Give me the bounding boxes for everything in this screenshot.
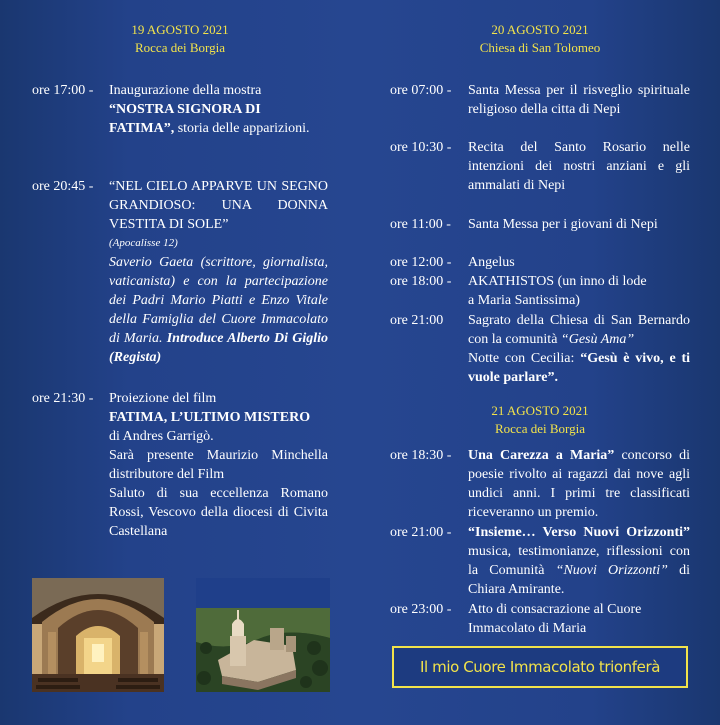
event-time: ore 21:00 - <box>390 525 452 540</box>
film-title: FATIMA, L’ULTIMO MISTERO <box>109 410 311 425</box>
event-07-00 <box>390 81 690 119</box>
day-2-date: 20 AGOSTO 2021 <box>491 22 589 37</box>
motto-banner: Il mio Cuore Immacolato trionferà <box>392 646 688 688</box>
day-2-place: Chiesa di San Tolomeo <box>479 40 601 55</box>
event-description: “Insieme… Verso Nuovi Orizzonti” musica, testimonianze, riflessioni con la Comunità “Nuovi Orizzonti” di Chiara Amirante. <box>468 525 691 597</box>
event-description: Recita del Santo Rosario nelle intenzioni dei nostri anziani e gli ammalati di Nepi <box>468 140 690 193</box>
event-23-00 <box>390 600 690 638</box>
event-18-00 <box>390 272 690 310</box>
exhibition-title: “NOSTRA SIGNORA DI FATIMA”, <box>109 102 261 136</box>
community-name: “Nuovi Orizzonti” <box>555 563 668 578</box>
event-10-30 <box>390 138 690 195</box>
event-21-00-day3 <box>390 523 690 599</box>
day-2-header <box>390 21 690 57</box>
event-description: Proiezione del film FATIMA, L’ULTIMO MISTERO di Andres Garrigò. Sarà presente Maurizio Minchella distributore del Film Saluto di sua eccellenza Romano Rossi, Vescovo della diocesi di Civita Castellana <box>109 391 328 539</box>
speakers: Saverio Gaeta (scrittore, giornalista, vaticanista) e con la partecipazione dei Padri Mario Piatti e Enzo Vitale della Famiglia del Cuore Immacolato di Maria. Introduce Alberto Di Giglio (Regista) <box>109 255 328 365</box>
rocca-aerial-image <box>196 578 330 692</box>
rocca-aerial-photo <box>196 578 330 692</box>
event-time: ore 21:00 <box>390 313 444 328</box>
event-12-00 <box>390 253 690 272</box>
event-21-30 <box>32 389 328 541</box>
day-3-header <box>390 402 690 438</box>
event-21-00-day2 <box>390 311 690 387</box>
conference-title: “NEL CIELO APPARVE UN SEGNO GRANDIOSO: UNA DONNA VESTITA DI SOLE” <box>109 179 328 232</box>
event-quote: “Gesù è vivo, e ti vuole parlare”. <box>468 351 690 385</box>
event-description: Atto di consacrazione al Cuore Immacolato di Maria <box>468 602 642 636</box>
event-time: ore 20:45 - <box>32 179 94 194</box>
event-description: Sagrato della Chiesa di San Bernardo con la comunità “Gesù Ama” Notte con Cecilia: “Gesù è vivo, e ti vuole parlare”. <box>468 313 690 385</box>
event-description: AKATHISTOS (un inno di lode a Maria Santissima) <box>468 274 647 308</box>
bible-reference: (Apocalisse 12) <box>109 237 178 249</box>
day-1-place: Rocca dei Borgia <box>134 40 225 55</box>
event-11-00 <box>390 215 690 234</box>
day-3-place: Rocca dei Borgia <box>494 421 585 436</box>
event-20-45 <box>32 177 328 367</box>
event-time: ore 11:00 - <box>390 217 451 232</box>
contest-title: Una Carezza a Maria” <box>468 448 615 463</box>
church-interior-photo <box>32 578 164 692</box>
event-time: ore 12:00 - <box>390 255 452 270</box>
event-17-00 <box>32 81 328 138</box>
event-description: Santa Messa per i giovani di Nepi <box>468 217 658 232</box>
event-time: ore 17:00 - <box>32 83 94 98</box>
day-1-date: 19 AGOSTO 2021 <box>131 22 229 37</box>
event-time: ore 18:30 - <box>390 448 452 463</box>
event-description <box>109 177 328 367</box>
day-1-header <box>32 21 328 57</box>
event-time: ore 07:00 - <box>390 83 452 98</box>
church-interior-image <box>32 578 164 692</box>
event-description: Una Carezza a Maria” concorso di poesie rivolto ai ragazzi dai nove agli undici anni. I primi tre classificati riceveranno un premio. <box>468 448 690 520</box>
community-name: “Gesù Ama” <box>560 332 635 347</box>
event-time: ore 18:00 - <box>390 274 452 289</box>
day-3-date: 21 AGOSTO 2021 <box>491 403 589 418</box>
event-time: ore 10:30 - <box>390 140 452 155</box>
event-time: ore 23:00 - <box>390 602 452 617</box>
event-description: Angelus <box>468 255 515 270</box>
event-18-30 <box>390 446 690 522</box>
event-description: Santa Messa per il risveglio spirituale religioso della citta di Nepi <box>468 83 690 117</box>
introduction: Introduce Alberto Di Giglio (Regista) <box>109 331 328 365</box>
event-time: ore 21:30 - <box>32 391 94 406</box>
event-description: Inaugurazione della mostra “NOSTRA SIGNORA DI FATIMA”, storia delle apparizioni. <box>109 83 310 136</box>
concert-title: “Insieme… Verso Nuovi Orizzonti” <box>468 525 690 540</box>
